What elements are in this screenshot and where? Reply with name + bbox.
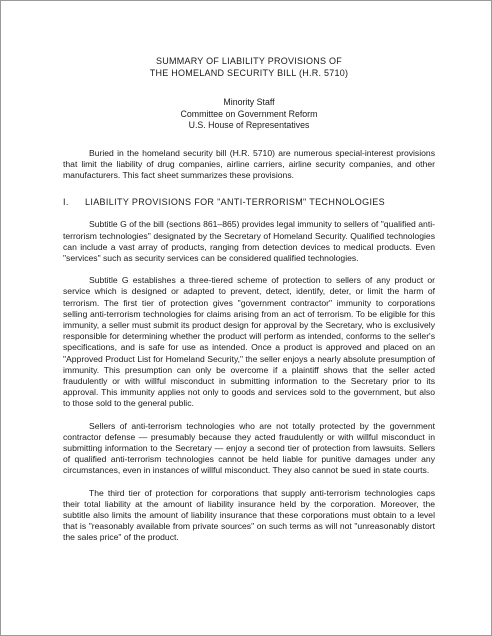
section-paragraph: Subtitle G establishes a three-tiered scheme of protection to sellers of any product or service which is designed or adapted to prevent, detect, identify, deter, or limit the harm of terrorism. The first tier of protection gives "government contractor" immunity to corporations selling anti-terrorism technologies for claims arising from an act of terrorism. To be eligible for this immunity, a seller must submit its product design for approval by the Secretary, who is exclusively responsible for determining whether the product will perform as intended, conforms to the seller's specifications, and is safe for use as intended. Once a product is approved and placed on an "Approved Product List for Homeland Security," the seller enjoys a nearly absolute presumption of immunity. This presumption can only be overcome if a plaintiff shows that the seller acted fraudulently or with willful misconduct in submitting information to the Secretary prior to its approval. This immunity applies not only to goods and services sold to the government, but also to those sold to the general public.	[63, 275, 435, 409]
title-line-2: THE HOMELAND SECURITY BILL (H.R. 5710)	[149, 68, 349, 78]
section-paragraph: Sellers of anti-terrorism technologies who are not totally protected by the government contractor defense — presumably because they acted fraudulently or with willful misconduct in submitting information to the Secretary — enjoy a second tier of protection from lawsuits. Sellers of qualified anti-terrorism technologies cannot be held liable for punitive damages under any circumstances, even in instances of willful misconduct. They also cannot be sued in state courts.	[63, 420, 435, 476]
document-body	[63, 55, 435, 544]
author-line-3: U.S. House of Representatives	[188, 120, 310, 130]
section-number: I.	[63, 197, 69, 208]
author-line-1: Minority Staff	[223, 97, 275, 107]
section-paragraph: Subtitle G of the bill (sections 861–865) provides legal immunity to sellers of "qualified anti-terrorism technologies" designated by the Secretary of Homeland Security. Qualified technologies can include a vast array of products, ranging from detection devices to medical products. Even "services" such as security services can be considered qualified technologies.	[63, 219, 435, 263]
document-title	[63, 55, 435, 79]
author-block	[63, 97, 435, 132]
title-line-1: SUMMARY OF LIABILITY PROVISIONS OF	[155, 56, 343, 66]
section-title: LIABILITY PROVISIONS FOR "ANTI-TERRORISM" TECHNOLOGIES	[85, 197, 386, 208]
section-heading	[63, 197, 435, 208]
intro-paragraph: Buried in the homeland security bill (H.R. 5710) are numerous special-interest provisions that limit the liability of drug companies, airline carriers, airline security companies, and other manufacturers. This fact sheet summarizes these provisions.	[63, 147, 435, 180]
author-line-2: Committee on Government Reform	[180, 108, 318, 119]
section-paragraph: The third tier of protection for corporations that supply anti-terrorism technologies caps their total liability at the amount of liability insurance held by the corporation. Moreover, the subtitle also limits the amount of liability insurance that these corporations must obtain to a level that is "reasonably available from private sources" on such terms as will not "unreasonably distort the sales price" of the product.	[63, 487, 435, 543]
